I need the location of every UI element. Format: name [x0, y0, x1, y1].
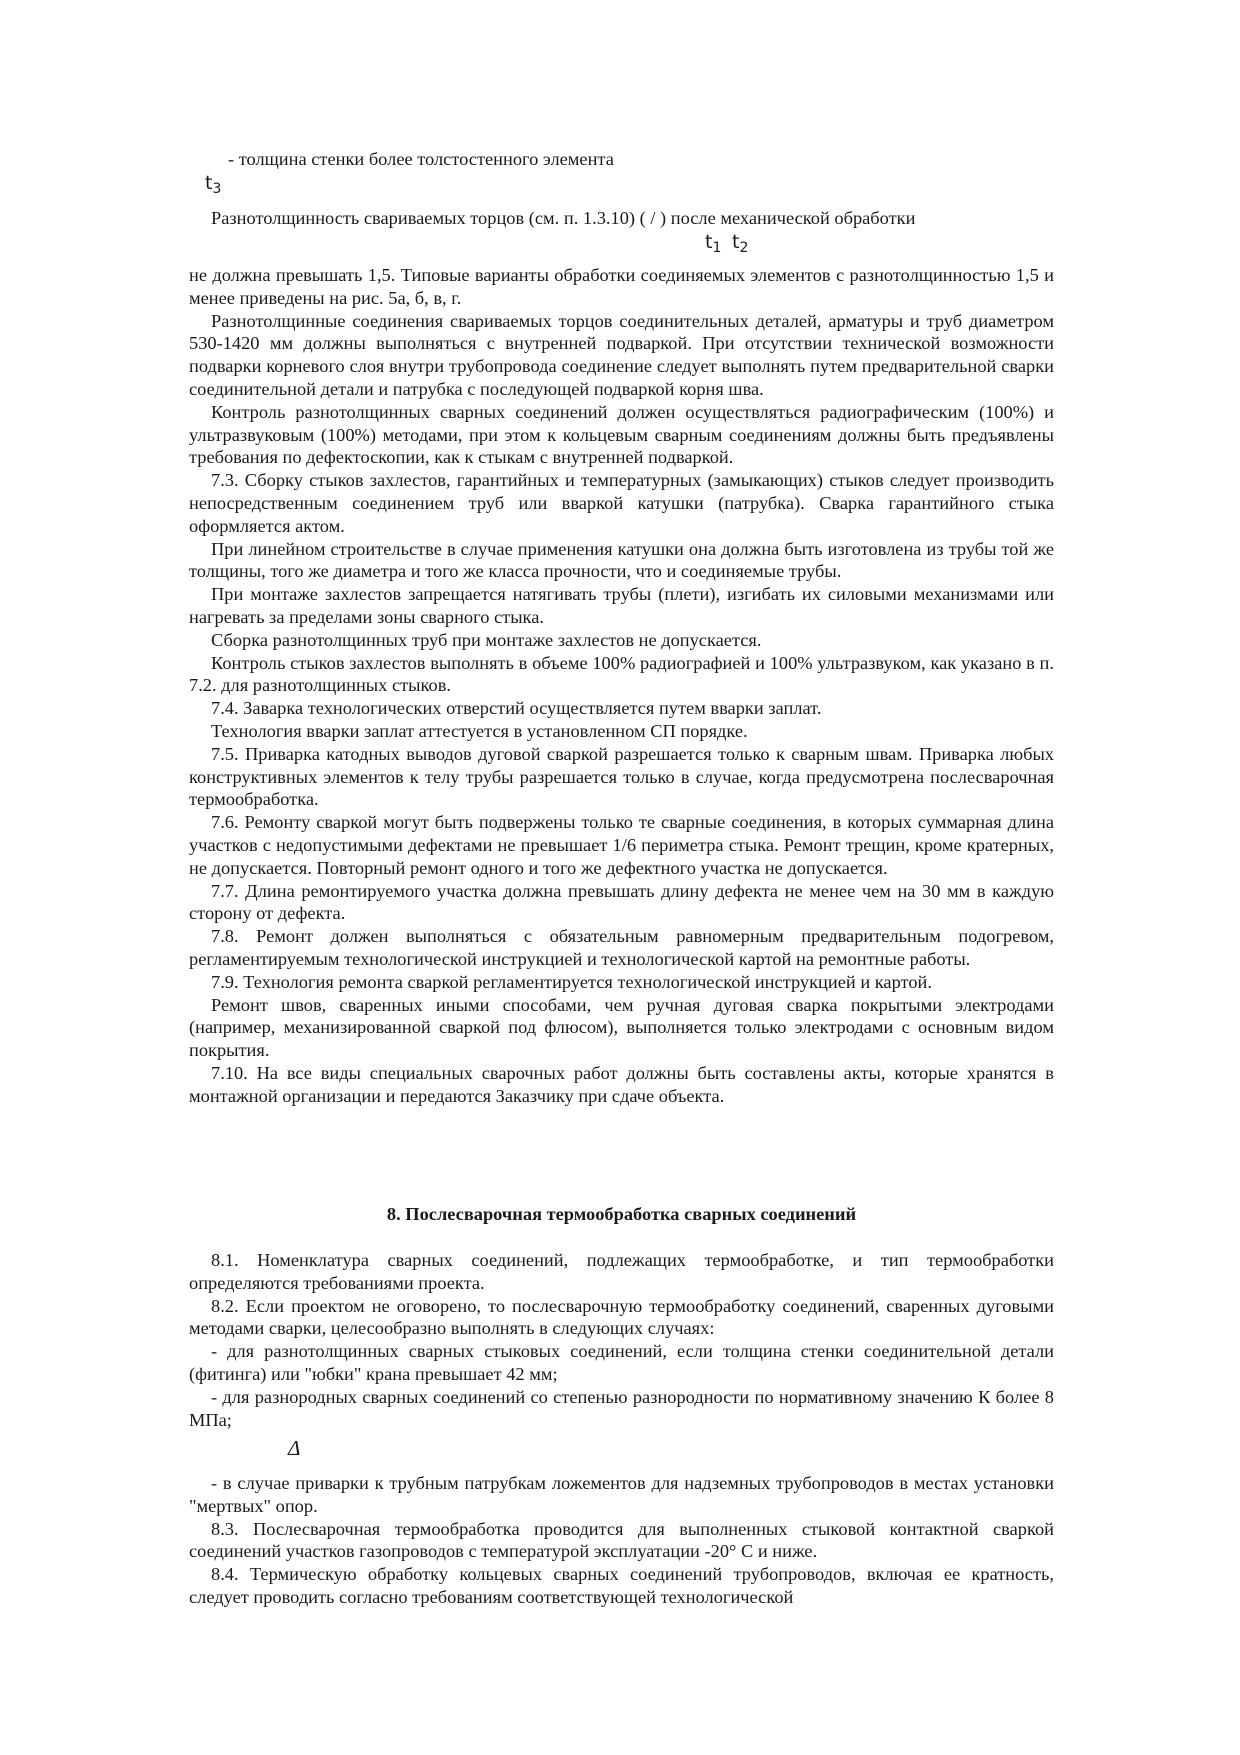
paragraph: Контроль разнотолщинных сварных соединений должен осуществляться радиографическим (100%) и ультразвуковым (100%) методами, при этом к кольцевым сварным соединениям должны быть предъявлены требования по дефектоскопии, как к стыкам с внутренней подваркой. [189, 401, 1054, 468]
paragraph: 7.7. Длина ремонтируемого участка должна превышать длину дефекта не менее чем на 30 мм в каждую сторону от дефекта. [189, 880, 1054, 924]
t2-letter: t [732, 231, 740, 253]
paragraph: 8.3. Послесварочная термообработка проводится для выполненных стыковой контактной сваркой соединений участков газопроводов с температурой эксплуатации -20° С и ниже. [189, 1518, 1054, 1562]
body-section-8 [189, 1249, 1054, 1431]
t2-subscript: 2 [739, 240, 749, 256]
t3-letter: t [205, 172, 213, 194]
paragraph: Технология вварки заплат аттестуется в установленном СП порядке. [211, 720, 748, 741]
section-heading-block [189, 1203, 1054, 1226]
paragraph: Сборка разнотолщинных труб при монтаже захлестов не допускается. [211, 629, 762, 650]
body-section-8-cont [189, 1472, 1054, 1609]
delta-symbol: Δ [288, 1436, 301, 1460]
paragraph: не должна превышать 1,5. Типовые варианты обработки соединяемых элементов с разнотолщинностью 1,5 и менее приведены на рис. 5а, б, в, г. [189, 265, 1054, 308]
paragraph: - для разнородных сварных соединений со степенью разнородности по нормативному значению К более 8 МПа; [189, 1386, 1054, 1430]
paragraph: - в случае приварки к трубным патрубкам ложементов для надземных трубопроводов в местах установки "мертвых" опор. [189, 1473, 1054, 1516]
paragraph: - для разнотолщинных сварных стыковых соединений, если толщина стенки соединительной детали (фитинга) или "юбки" крана превышает 42 мм; [189, 1341, 1054, 1384]
t1-letter: t [705, 231, 713, 253]
paragraph: 7.9. Технология ремонта сваркой регламентируется технологической инструкцией и картой. [211, 971, 932, 992]
paragraph: 8.2. Если проектом не оговорено, то послесварочную термообработку соединений, сваренных дуговыми методами сварки, целесообразно выполнять в следующих случаях: [189, 1295, 1054, 1339]
thickness-line: - толщина стенки более толстостенного элемента [228, 149, 614, 169]
paragraph: 7.4. Заварка технологических отверстий осуществляется путем вварки заплат. [211, 698, 822, 719]
paragraph: 7.8. Ремонт должен выполняться с обязательным равномерным предварительным подогревом, регламентируемым технологической инструкцией и технологической картой на ремонтные работы. [189, 926, 1054, 969]
paragraph: Ремонт швов, сваренных иными способами, чем ручная дуговая сварка покрытыми электродами (например, механизированной сваркой под флюсом), выполняется только электродами с основным видом покрытия. [189, 994, 1054, 1061]
paragraph: 7.10. На все виды специальных сварочных работ должны быть составлены акты, которые хранятся в монтажной организации и передаются Заказчику при сдаче объекта. [189, 1062, 1054, 1106]
thickness-line-block [189, 148, 1054, 171]
paragraph: При монтаже захлестов запрещается натягивать трубы (плети), изгибать их силовыми механизмами или нагревать за пределами зоны сварного стыка. [189, 584, 1054, 627]
paragraph: 7.3. Сборку стыков захлестов, гарантийных и температурных (замыкающих) стыков следует производить непосредственным соединением труб или вваркой катушки (патрубка). Сварка гарантийного стыка оформляется актом. [189, 470, 1054, 536]
t3-symbol [205, 172, 221, 197]
t2-symbol [732, 231, 748, 256]
section-heading: 8. Послесварочная термообработка сварных соединений [386, 1204, 857, 1224]
paragraph: 8.1. Номенклатура сварных соединений, подлежащих термообработке, и тип термообработки определяются требованиями проекта. [189, 1250, 1054, 1293]
body-section-7 [189, 264, 1054, 1107]
t1-subscript: 1 [712, 240, 722, 256]
paragraph: 7.5. Приварка катодных выводов дуговой сваркой разрешается только к сварным швам. Приварка любых конструктивных элементов к телу трубы разрешается только в случае, когда предусмотрена послесварочная термообработка. [189, 743, 1054, 810]
paragraph: 7.6. Ремонту сваркой могут быть подвержены только те сварные соединения, в которых суммарная длина участков с недопустимыми дефектами не превышает 1/6 периметра стыка. Ремонт трещин, кроме кратерных, не допускается. Повторный ремонт одного и того же дефектного участка не допускается. [189, 812, 1054, 878]
t3-subscript: 3 [212, 181, 222, 197]
raznotol-line: Разнотолщинность свариваемых торцов (см. п. 1.3.10) ( / ) после механической обработки [211, 208, 916, 228]
raznotol-line-block [189, 207, 1054, 230]
t1-symbol [705, 231, 721, 256]
paragraph: Разнотолщинные соединения свариваемых торцов соединительных деталей, арматуры и труб диаметром 530-1420 мм должны выполняться с внутренней подваркой. При отсутствии технической возможности подварки корневого слоя внутри трубопровода соединение следует выполнять путем предварительной сварки соединительной детали и патрубка с последующей подваркой корня шва. [189, 310, 1054, 399]
paragraph: 8.4. Термическую обработку кольцевых сварных соединений трубопроводов, включая ее кратность, следует проводить согласно требованиям соответствующей технологической [189, 1564, 1054, 1607]
paragraph: Контроль стыков захлестов выполнять в объеме 100% радиографией и 100% ультразвуком, как указано в п. 7.2. для разнотолщинных стыков. [189, 652, 1054, 696]
paragraph: При линейном строительстве в случае применения катушки она должна быть изготовлена из трубы той же толщины, того же диаметра и того же класса прочности, что и соединяемые трубы. [189, 538, 1054, 582]
